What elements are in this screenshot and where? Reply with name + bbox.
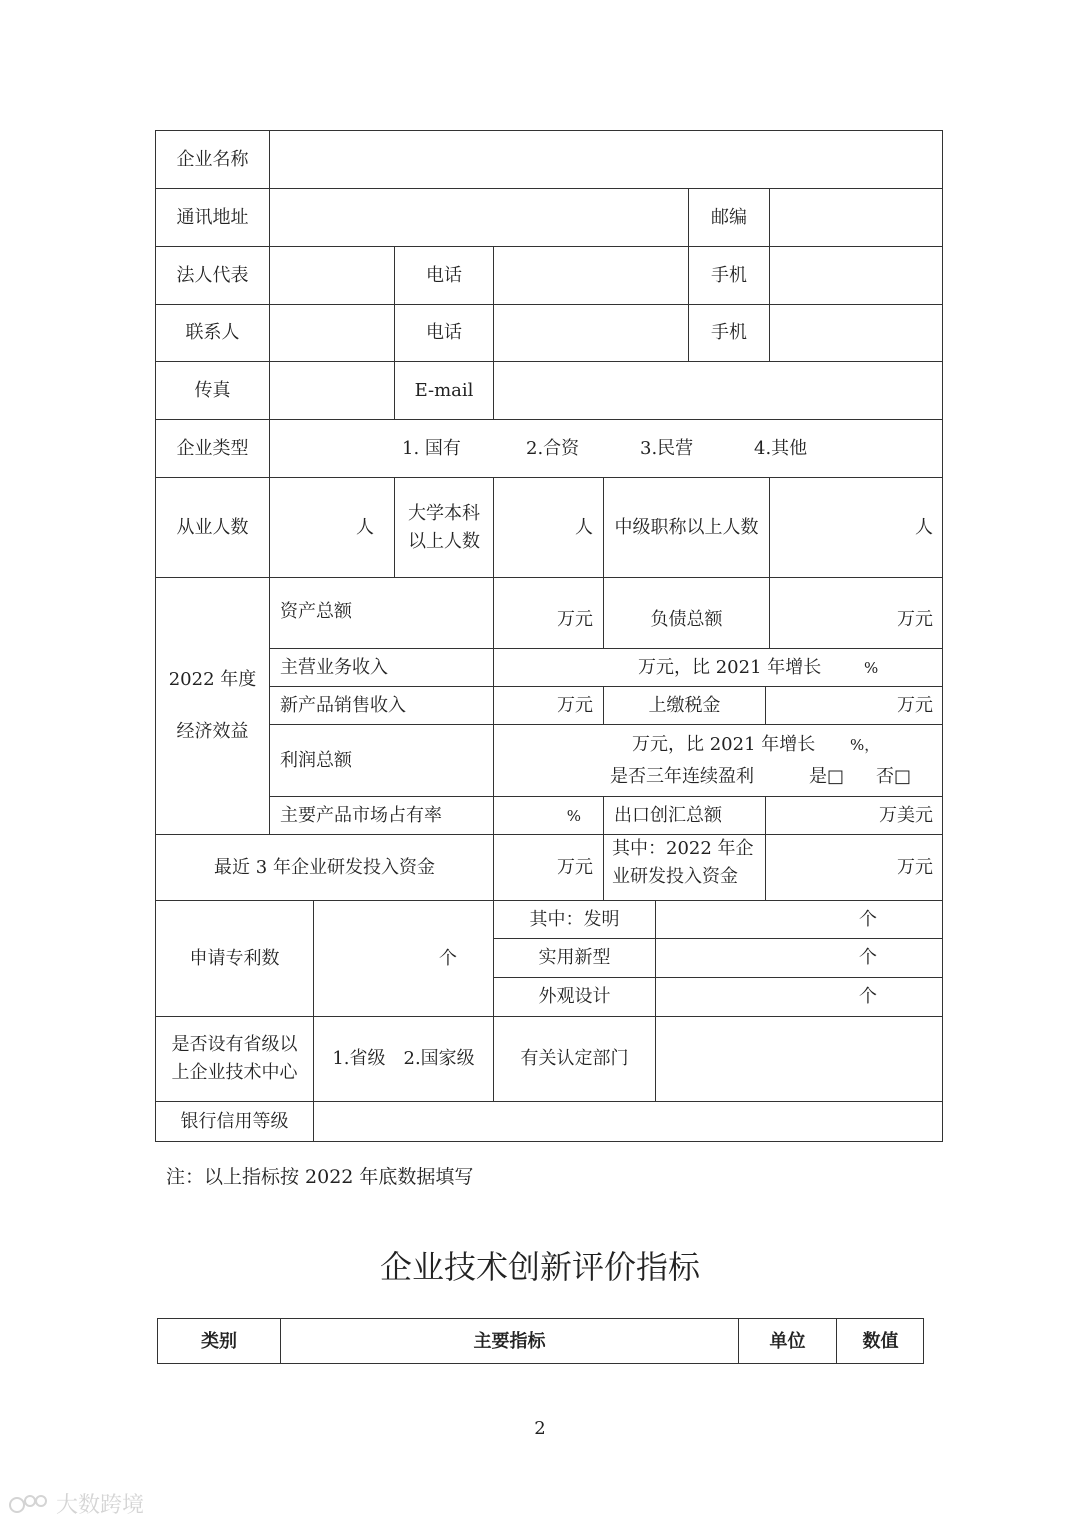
invention-unit[interactable]: 个 [655,900,943,938]
company-type-option-2[interactable]: 2.合资 [526,437,580,459]
total-liabilities-unit[interactable]: 万元 [769,577,943,648]
rd-2022-unit[interactable]: 万元 [765,834,943,900]
utility-unit[interactable]: 个 [655,938,943,977]
company-name-field[interactable] [269,130,943,188]
rd-2022-label: 其中：2022 年企业研发投入资金 [603,834,765,900]
total-assets-unit[interactable]: 万元 [493,577,603,648]
contact-mobile-field[interactable] [769,304,943,361]
bachelor-unit[interactable]: 人 [493,477,603,577]
section-title: 企业技术创新评价指标 [379,1248,700,1286]
tax-unit[interactable]: 万元 [765,686,943,724]
mid-title-label: 中级职称以上人数 [603,477,769,577]
company-info-form [155,130,943,1142]
market-share-unit[interactable]: % [493,796,603,834]
design-label: 外观设计 [493,977,655,1016]
company-type-option-4[interactable]: 4.其他 [754,437,808,459]
postcode-label: 邮编 [688,188,769,246]
eval-header-unit: 单位 [738,1318,836,1364]
fax-field[interactable] [269,361,394,419]
economic-benefit-label [155,577,269,834]
watermark-logo-icon [8,1492,52,1516]
profit-field[interactable] [493,724,943,796]
form-note: 注：以上指标按 2022 年底数据填写 [166,1166,474,1188]
address-label: 通讯地址 [155,188,269,246]
new-product-unit[interactable]: 万元 [493,686,603,724]
page-number: 2 [534,1418,546,1439]
patent-label: 申请专利数 [155,900,313,1016]
rd-3year-label: 最近 3 年企业研发投入资金 [155,834,493,900]
employees-unit[interactable]: 人 [269,477,394,577]
rd-3year-unit[interactable]: 万元 [493,834,603,900]
profit-yes-checkbox[interactable]: 是□ [809,766,845,787]
address-field[interactable] [269,188,688,246]
legal-rep-mobile-field[interactable] [769,246,943,304]
eval-header-value: 数值 [836,1318,924,1364]
email-field[interactable] [493,361,943,419]
employees-label: 从业人数 [155,477,269,577]
economic-benefit-year: 2022 年度 [168,669,257,690]
contact-phone-field[interactable] [493,304,688,361]
eval-header-indicator: 主要指标 [280,1318,738,1364]
company-type-label: 企业类型 [155,419,269,477]
watermark-text: 大数跨境 [56,1493,145,1518]
profit-growth-text: 万元，比 2021 年增长 [632,734,816,755]
legal-rep-phone-label: 电话 [394,246,493,304]
company-name-label: 企业名称 [155,130,269,188]
postcode-field[interactable] [769,188,943,246]
patent-total-unit[interactable]: 个 [313,900,493,1016]
company-type-option-3[interactable]: 3.民营 [640,437,694,459]
export-unit[interactable]: 万美元 [765,796,943,834]
total-assets-label: 资产总额 [269,577,493,648]
legal-rep-field[interactable] [269,246,394,304]
contact-label: 联系人 [155,304,269,361]
tax-label: 上缴税金 [603,686,765,724]
design-unit[interactable]: 个 [655,977,943,1016]
main-revenue-percent: % [864,658,879,677]
credit-label: 银行信用等级 [155,1101,313,1142]
mid-title-unit[interactable]: 人 [769,477,943,577]
export-label: 出口创汇总额 [603,796,765,834]
fax-label: 传真 [155,361,269,419]
legal-rep-phone-field[interactable] [493,246,688,304]
profit-consecutive-text: 是否三年连续盈利 [610,766,754,787]
company-type-options [269,419,943,477]
new-product-label: 新产品销售收入 [269,686,493,724]
legal-rep-mobile-label: 手机 [688,246,769,304]
evaluation-table [157,1318,924,1364]
economic-benefit-name: 经济效益 [176,721,249,742]
company-type-option-1[interactable]: 1. 国有 [402,437,461,459]
total-liabilities-label: 负债总额 [603,577,769,648]
cert-dept-label: 有关认定部门 [493,1016,655,1101]
email-label: E-mail [394,361,493,419]
main-revenue-growth-text: 万元，比 2021 年增长 [638,656,822,678]
profit-label: 利润总额 [269,724,493,796]
contact-phone-label: 电话 [394,304,493,361]
eval-header-category: 类别 [157,1318,280,1364]
cert-dept-field[interactable] [655,1016,943,1101]
profit-percent: %， [850,736,880,754]
main-revenue-label: 主营业务收入 [269,648,493,686]
tech-center-label: 是否设有省级以上企业技术中心 [155,1016,313,1101]
credit-field[interactable] [313,1101,943,1142]
contact-mobile-label: 手机 [688,304,769,361]
main-revenue-field[interactable] [493,648,943,686]
legal-rep-label: 法人代表 [155,246,269,304]
tech-center-options[interactable]: 1.省级 2.国家级 [313,1016,493,1101]
market-share-label: 主要产品市场占有率 [269,796,493,834]
watermark [8,1488,144,1519]
contact-field[interactable] [269,304,394,361]
utility-label: 实用新型 [493,938,655,977]
profit-no-checkbox[interactable]: 否□ [876,766,912,787]
bachelor-label: 大学本科以上人数 [394,477,493,577]
invention-label: 其中：发明 [493,900,655,938]
